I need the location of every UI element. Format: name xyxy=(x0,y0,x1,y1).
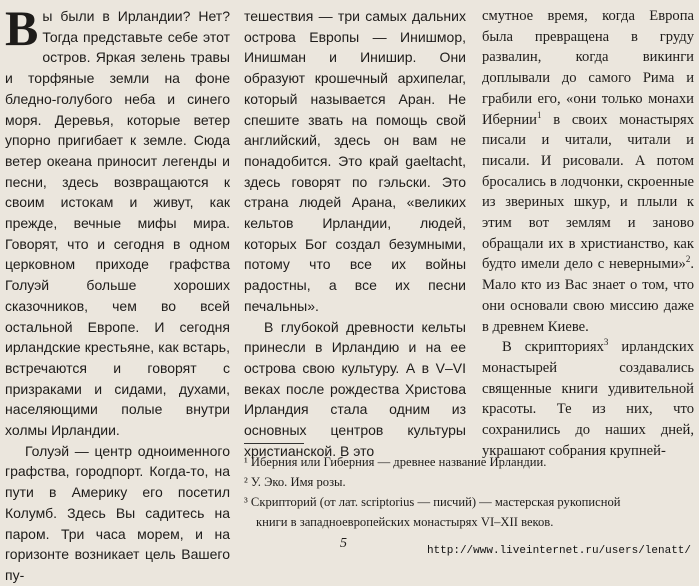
text-column-2 xyxy=(244,6,466,461)
footnote-1: ¹ Иберния или Гиберния — древнее название Ирландии. xyxy=(244,455,547,469)
paragraph-monks-text-c: . Мало кто из Вас знает о том, что они основали свою миссию даже в древнем Киеве. xyxy=(482,256,694,335)
text-column-3 xyxy=(482,6,694,461)
paragraph-celts: В глубокой древности кельты принесли в Ирландию и на ее острова свою культуру. А в V–VI веках после рождества Христова Ирландия стала одним из основных центров культуры христианской. В это xyxy=(244,318,466,459)
drop-cap: В xyxy=(5,0,39,56)
text-column-1 xyxy=(5,0,230,586)
watermark-url: http://www.liveinternet.ru/users/lenatt/ xyxy=(426,545,691,557)
paragraph-monks-text-b: в своих монастырях писали и читали, читали и писали. И рисовали. А потом бросались в лодчонки, скроенные из звериных шкур, и плыли к этим вот землям и заново обращали их в христианство, как будто имели дело с неверными» xyxy=(482,111,694,273)
footnote-2: ² У. Эко. Имя розы. xyxy=(244,475,346,489)
paragraph-galway: Голуэй — центр одноименного графства, городпорт. Когда-то, на пути в Америку его посетил Колумб. Здесь Вы садитесь на паром. Три часа морем, и на горизонте возникает цель Вашего пу- xyxy=(5,442,230,583)
footnote-ref-2: 2 xyxy=(685,254,691,265)
paragraph-intro-text: ы были в Ирландии? Нет? Тогда представьте себе этот остров. Яркая зелень травы и торфяные земли на фоне бледно-голубого неба и синего моря. Деревья, которые ветер упорно пригибает к земле. Сюда ветер океана приносит легенды и песни, здесь возвращаются к своим истокам и живут, как прежде, вечные мифы мира. Говорят, что и сегодня в одном церковном приходе графства Голуэй больше хороших сказочников, чем во всей остальной Европе. И сегодня ирландские крестьяне, как встарь, встречаются и говорят с призраками и сидами, духами, населяющими полые внутри холмы Ирландии. xyxy=(5,8,230,439)
footnote-divider xyxy=(244,443,304,444)
footnote-ref-1: 1 xyxy=(536,109,542,120)
paragraph-monks-text-a: смутное время, когда Европа была превращена в груду развалин, когда викинги доплывали до самого Рима и грабили его, «они только монахи Ибернии xyxy=(482,8,694,128)
paragraph-scriptoria-text-b: ирландских монастырей создавались священные книги удивительной красоты. Те из них, что сохранились до наших дней, украшают собрания крупней- xyxy=(482,339,695,459)
footnote-ref-3: 3 xyxy=(603,337,609,348)
footnote-3: ³ Скрипторий (от лат. scriptorius — писчий) — мастерская рукописной xyxy=(244,495,621,509)
page-number: 5 xyxy=(340,536,347,551)
paragraph-intro xyxy=(5,0,230,441)
footnotes xyxy=(244,452,694,532)
paragraph-monks xyxy=(482,6,694,337)
footnote-3-continued: книги в западноевропейских монастырях VI–XII веков. xyxy=(256,515,554,529)
paragraph-scriptoria xyxy=(482,337,694,461)
paragraph-scriptoria-text-a: В скрипториях xyxy=(502,339,604,356)
paragraph-aran: тешествия — три самых дальних острова Европы — Инишмор, Инишман и Инишир. Они образуют крошечный архипелаг, который называется Аран. Не спешите звать на помощь свой английский, здесь он вам не понадобится. Это край gaeltacht, здесь говорят по гэльски. Это страна людей Арана, «великих кельтов Ирландии, людей, которых Бог создал безумными, потому что все их войны радостны, а все их песни печальны». xyxy=(244,8,466,314)
